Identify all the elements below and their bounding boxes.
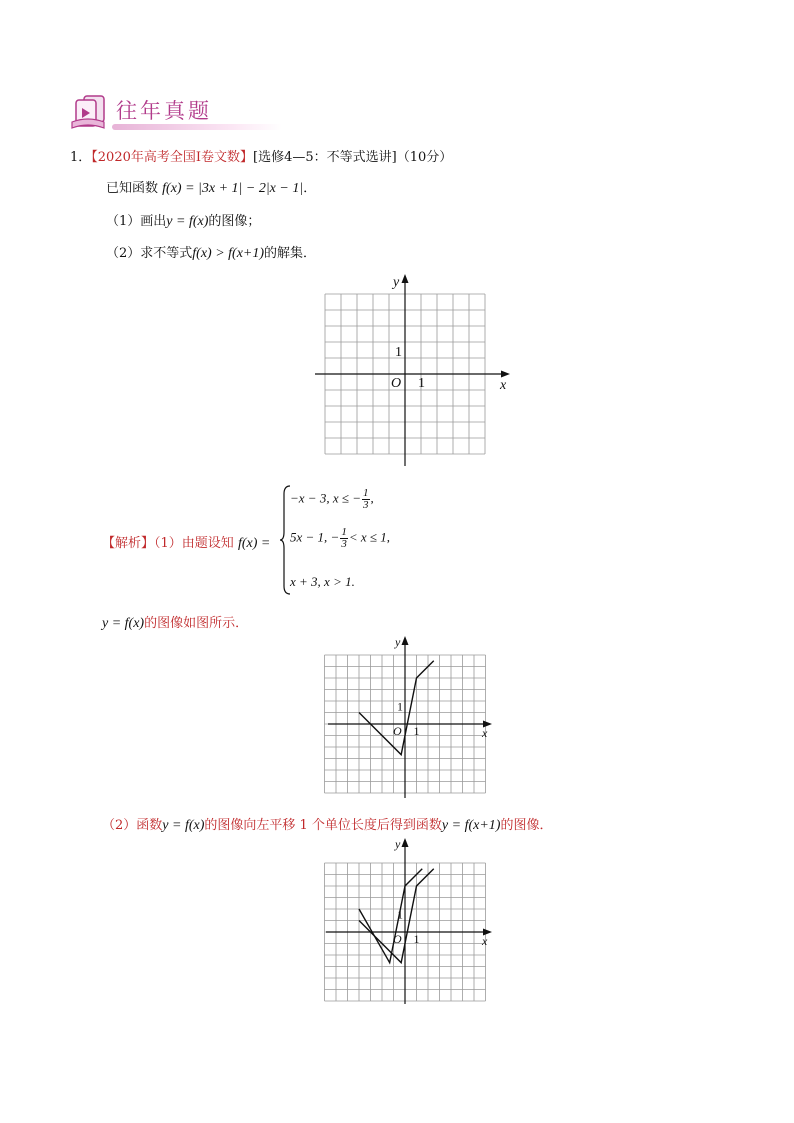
part2-expr2: y = f(x+1) <box>441 818 501 833</box>
fx-graph-figure <box>320 632 500 802</box>
question-2 <box>106 242 316 262</box>
book-icon <box>68 92 108 134</box>
fx-lhs: f(x) = <box>237 536 271 551</box>
given-line <box>106 177 316 197</box>
tick-label-y1: 1 <box>397 699 403 714</box>
q1-label: （1）画出 <box>106 214 167 229</box>
y-axis-label: y <box>393 275 400 290</box>
given-prefix: 已知函数 <box>106 181 159 196</box>
part2-line <box>102 814 552 834</box>
case2-end: < x ≤ 1, <box>348 529 391 545</box>
part2-label: （2）函数 <box>102 818 163 833</box>
tick-label-y1: 1 <box>397 907 403 922</box>
y-axis-label: y <box>395 837 401 851</box>
problem-number: 1． <box>70 150 92 165</box>
series-line-2 <box>359 869 422 963</box>
given-suffix: ． <box>303 181 317 196</box>
q2-expr: f(x) > f(x+1) <box>192 246 265 261</box>
x-axis-label: x <box>482 726 488 740</box>
y-axis-arrow <box>402 838 409 847</box>
title-underline <box>112 124 282 130</box>
part2-expr1: y = f(x) <box>162 818 205 833</box>
x-axis-label: x <box>482 934 488 948</box>
case1-fraction: $\frac{1}{3}$ <box>363 487 369 511</box>
q1-suffix: 的图像； <box>208 214 261 229</box>
source-tag: 【2020年高考全国Ⅰ卷文数】 <box>91 150 254 165</box>
origin-label: O <box>391 376 402 391</box>
origin-label: O <box>393 724 402 738</box>
tick-label-x1: 1 <box>413 724 420 738</box>
case-1 <box>290 488 374 511</box>
x-axis-label: x <box>500 378 507 393</box>
part2-mid: 的图像向左平移 1 个单位长度后得到函数 <box>204 818 442 833</box>
case3-text: x + 3, x > 1. <box>290 574 355 589</box>
solution-tag: 【解析】 <box>102 536 155 551</box>
case-3 <box>290 574 355 590</box>
tick-label-x1: 1 <box>413 932 420 946</box>
part1-intro: （1）由题设知 <box>154 536 234 551</box>
tick-label-y1: 1 <box>395 345 402 360</box>
case1-text: −x − 3, x ≤ − <box>290 490 361 506</box>
problem-header <box>70 146 452 165</box>
y-axis-label: y <box>395 635 401 649</box>
part2-end: 的图像． <box>500 818 553 833</box>
q2-suffix: 的解集． <box>264 246 317 261</box>
case2-fraction: $\frac{1}{3}$ <box>341 526 347 550</box>
graph-expr: y = f(x) <box>102 616 145 631</box>
tick-label-x1: 1 <box>418 376 425 391</box>
case2-text: 5x − 1, − <box>290 529 340 545</box>
graph-note <box>102 612 248 632</box>
case1-end: , <box>370 490 374 506</box>
section-title: 往年真题 <box>116 99 212 123</box>
q1-expr: y = f(x) <box>166 214 209 229</box>
origin-label: O <box>393 932 402 946</box>
case-2 <box>290 527 390 550</box>
topic: [选修4—5：不等式选讲]（10分） <box>253 150 453 165</box>
question-1 <box>106 210 260 230</box>
blank-grid-figure <box>310 266 520 471</box>
solution-intro <box>102 532 270 552</box>
graph-note-text: 的图像如图所示． <box>144 616 249 631</box>
section-header <box>68 92 248 136</box>
shifted-graph-figure <box>320 834 500 1006</box>
y-axis-arrow <box>402 636 409 645</box>
x-axis-arrow <box>501 371 510 378</box>
y-axis-arrow <box>402 274 409 283</box>
q2-label: （2）求不等式 <box>106 246 193 261</box>
given-function: f(x) = |3x + 1| − 2|x − 1| <box>162 181 304 196</box>
